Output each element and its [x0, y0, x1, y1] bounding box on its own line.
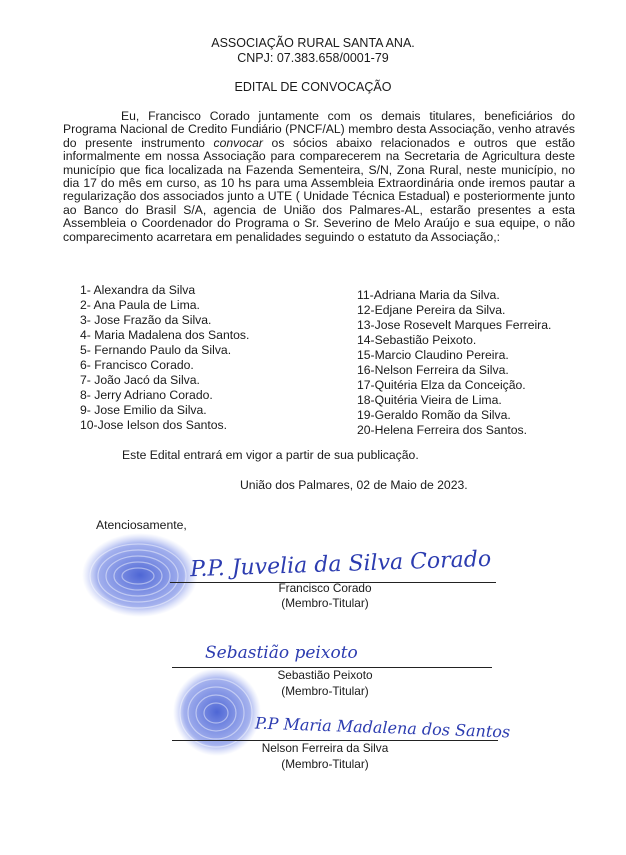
paragraph-text-start: Eu, Francisco Corado juntamente com os demais titulares, beneficiários do Programa Nacional de Credito Fundiário (PNCF/AL) membro desta Associação, venho através do presente instrumento	[63, 109, 575, 150]
list-item: 9- Jose Emilio da Silva.	[80, 403, 207, 417]
list-item: 17-Quitéria Elza da Conceição.	[357, 378, 526, 392]
list-item: 15-Marcio Claudino Pereira.	[357, 348, 509, 362]
list-item: 1- Alexandra da Silva	[80, 283, 196, 297]
handwritten-signature-3: P.P Maria Madalena dos Santos	[254, 713, 511, 742]
cnpj-number: CNPJ: 07.383.658/0001-79	[237, 51, 389, 65]
place-and-date: União dos Palmares, 02 de Maio de 2023.	[240, 478, 468, 492]
list-item: 19-Geraldo Romão da Silva.	[357, 408, 511, 422]
list-item: 13-Jose Rosevelt Marques Ferreira.	[357, 318, 552, 332]
paragraph-emphasis: convocar	[213, 135, 263, 150]
list-item: 3- Jose Frazão da Silva.	[80, 313, 212, 327]
list-item: 10-Jose Ielson dos Santos.	[80, 418, 228, 432]
list-item: 12-Edjane Pereira da Silva.	[357, 303, 506, 317]
handwritten-signature-1: P.P. Juvelia da Silva Corado	[189, 546, 492, 583]
handwritten-signature-2: Sebastião peixoto	[205, 643, 358, 663]
signer-name-1: Francisco Corado	[278, 581, 372, 595]
document-title: EDITAL DE CONVOCAÇÃO	[234, 80, 392, 94]
list-item: 11-Adriana Maria da Silva.	[357, 288, 500, 302]
list-item: 2- Ana Paula de Lima.	[80, 298, 200, 312]
signer-role-1: (Membro-Titular)	[281, 596, 369, 610]
members-list-right	[357, 288, 551, 438]
signer-role-3: (Membro-Titular)	[281, 757, 369, 771]
list-item: 16-Nelson Ferreira da Silva.	[357, 363, 509, 377]
list-item: 14-Sebastião Peixoto.	[357, 333, 477, 347]
signer-name-3: Nelson Ferreira da Silva	[261, 741, 389, 755]
list-item: 5- Fernando Paulo da Silva.	[80, 343, 232, 357]
signer-name-2: Sebastião Peixoto	[277, 668, 373, 682]
list-item: 20-Helena Ferreira dos Santos.	[357, 423, 528, 437]
signer-role-2: (Membro-Titular)	[281, 684, 369, 698]
association-name: ASSOCIAÇÃO RURAL SANTA ANA.	[211, 36, 415, 50]
paragraph-text-end: os sócios abaixo relacionados e outros que estão informalmente em nossa Associação para comparecerem na Secretaria de Agricultura deste município que fica localizada na Fazenda Sementeira, S/N, Zona Rural, neste município, no dia 17 do mês em curso, as 10 hs para uma Assembleia Extraordinária onde iremos pautar a regularização dos associados junto a UTE ( Unidade Técnica Estadual) e posteriormente junto ao Banco do Brasil S/A, agencia de União dos Palmares-AL, estarão presentes a esta Assembleia o Coordenador do Programa o Sr. Severino de Melo Araújo e sua equipe, o não comparecimento acarretara em penalidades seguindo o estatuto da Associação,:	[63, 135, 576, 244]
list-item: 4- Maria Madalena dos Santos.	[80, 328, 250, 342]
effective-statement: Este Edital entrará em vigor a partir de sua publicação.	[122, 448, 419, 462]
thumbprint-1	[80, 530, 200, 620]
list-item: 8- Jerry Adriano Corado.	[80, 388, 213, 402]
list-item: 7- João Jacó da Silva.	[80, 373, 200, 387]
members-list-left	[80, 283, 249, 433]
list-item: 6- Francisco Corado.	[80, 358, 194, 372]
list-item: 18-Quitéria Vieira de Lima.	[357, 393, 502, 407]
closing-regards: Atenciosamente,	[96, 518, 187, 532]
convocation-paragraph	[63, 110, 575, 244]
